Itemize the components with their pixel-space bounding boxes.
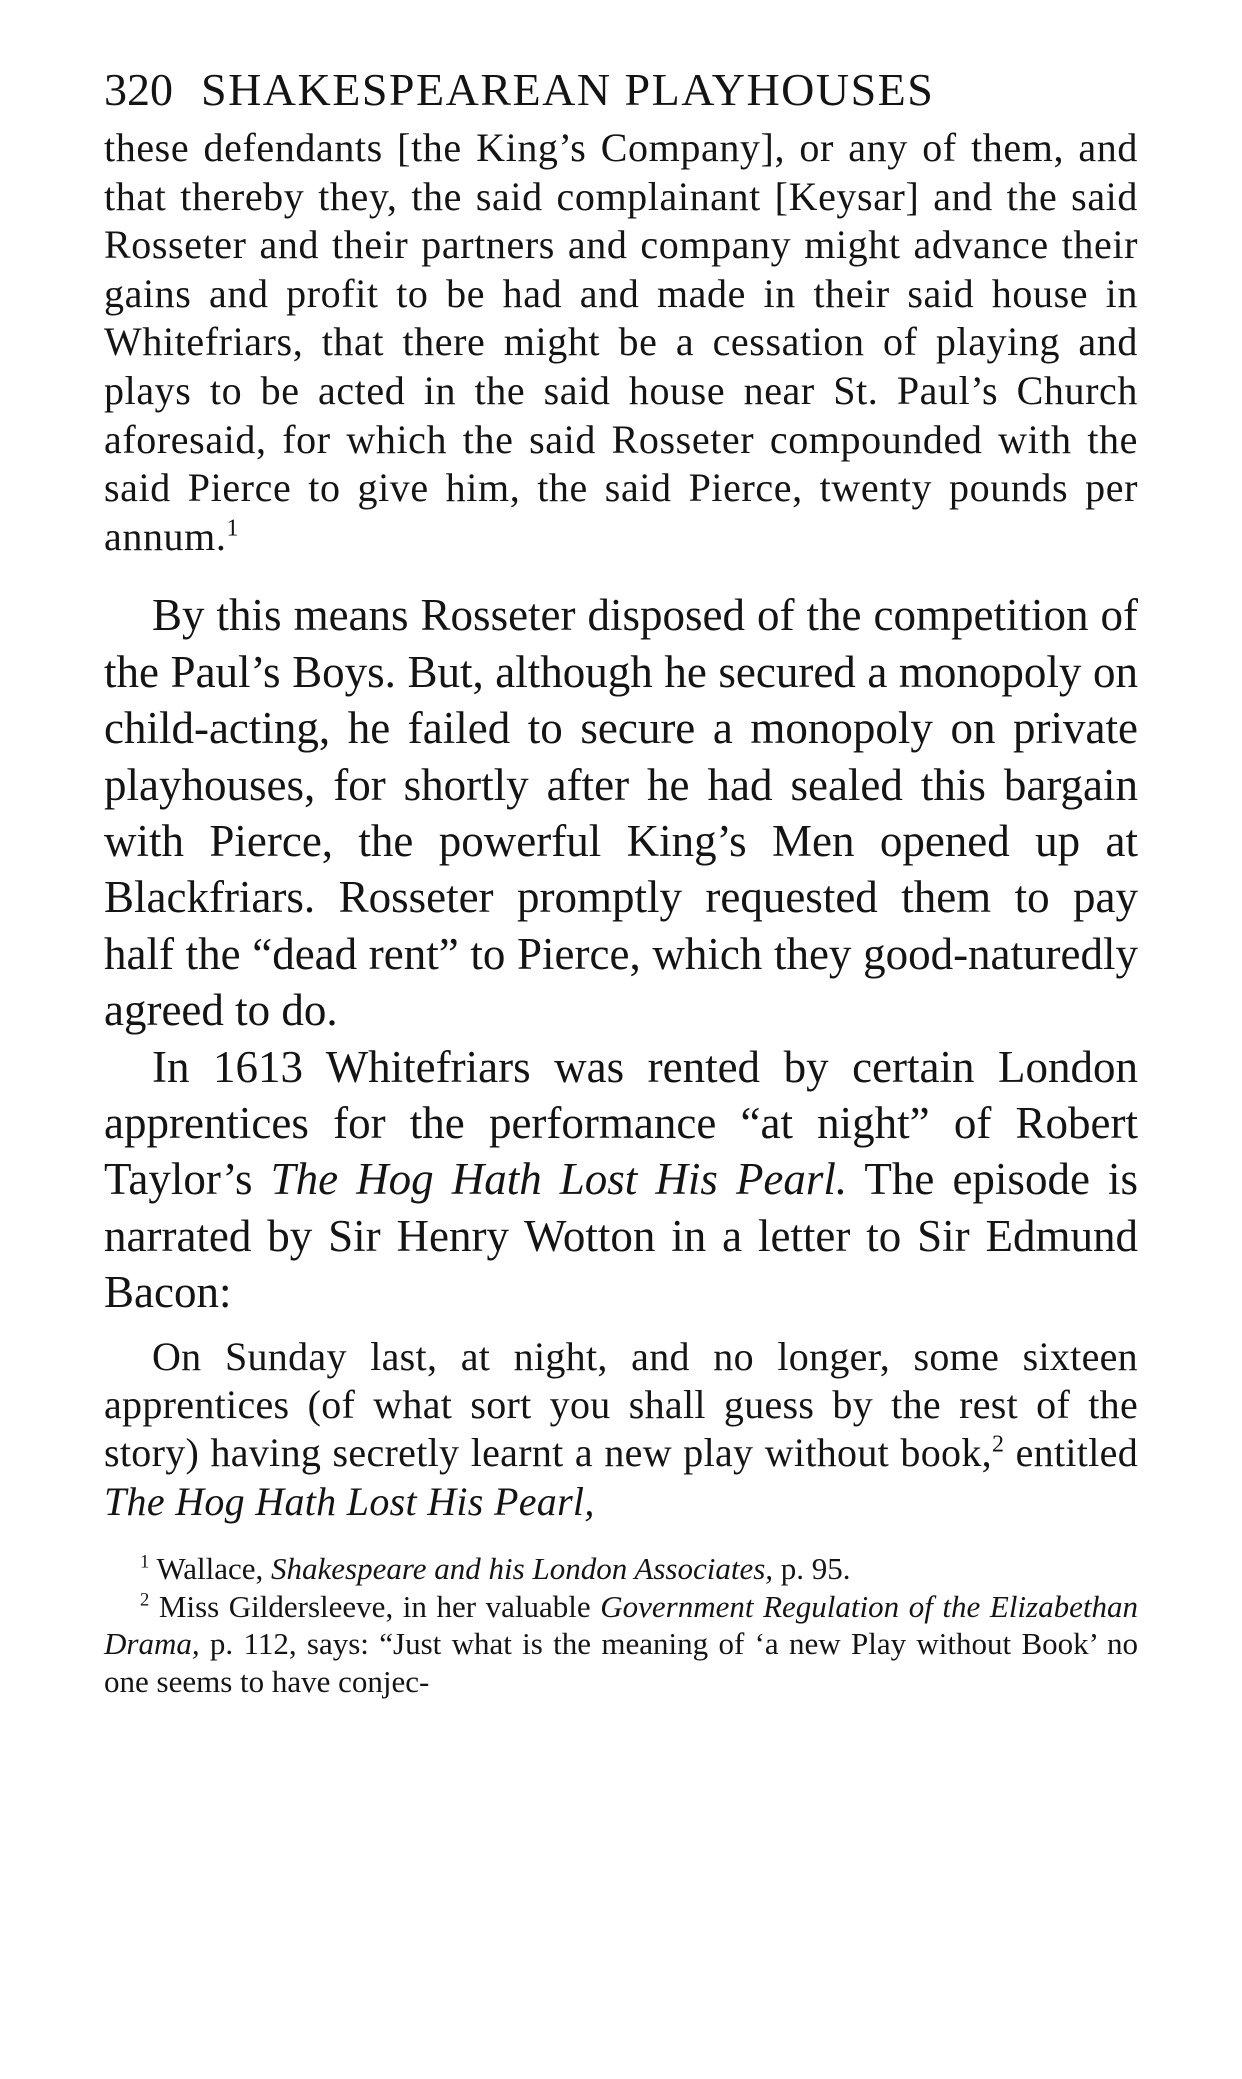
block-quote-1-text: these defendants [the King’s Company], or any of them, and that thereby they, the said complainant [Keysar] and the said Rosseter and their partners and company might advance their gains and profit to be had and made in their said house in Whitefriars, that there might be a cessation of playing and plays to be acted in the said house near St. Paul’s Church aforesaid, for which the said Rosseter compounded with the said Pierce to give him, the said Pierce, twenty pounds per annum. (104, 125, 1138, 559)
footnote-2-book-title: Government Regulation of the Elizabethan Drama, (104, 1588, 1138, 1662)
block-quote-1 (104, 124, 1138, 561)
footnote-2 (104, 1588, 1138, 1701)
page-number: 320 (104, 64, 173, 115)
footnotes (104, 1550, 1138, 1700)
footnote-ref-1: 1 (226, 515, 240, 542)
running-head (104, 60, 1138, 120)
footnote-1-marker: 1 (140, 1551, 150, 1573)
footnote-2-text-before: Miss Gildersleeve, in her valuable (149, 1588, 601, 1624)
running-title: SHAKESPEAREAN PLAYHOUSES (201, 64, 935, 115)
footnote-1-text-before: Wallace, (149, 1551, 272, 1587)
block-quote-2-play-title: The Hog Hath Lost His Pearl, (104, 1478, 595, 1524)
paragraph-2-text-after: The episode is narrated by Sir Henry Wotton in a letter to Sir Edmund Bacon: (104, 1154, 1138, 1318)
footnote-1-book-title: Shakespeare and his London Associates, (271, 1551, 774, 1587)
footnote-2-text-after: p. 112, says: “Just what is the meaning of ‘a new Play without Book’ no one seems to have conjec- (104, 1626, 1138, 1700)
footnote-1 (104, 1550, 1138, 1588)
footnote-ref-2: 2 (991, 1432, 1005, 1459)
paragraph-2-text-before: In 1613 Whitefriars was rented by certain London apprentices for the performance “at night” of Robert Taylor’s (104, 1041, 1138, 1205)
block-quote-2-text-mid: entitled (1004, 1430, 1138, 1476)
play-title-hog-hath-lost-his-pearl: The Hog Hath Lost His Pearl. (270, 1154, 848, 1205)
footnote-1-text-after: p. 95. (773, 1551, 851, 1587)
block-quote-2 (104, 1333, 1138, 1527)
paragraph-1: By this means Rosseter disposed of the competition of the Paul’s Boys. But, although he secured a monopoly on child-acting, he failed to secure a monopoly on private playhouses, for shortly after he had sealed this bargain with Pierce, the powerful King’s Men opened up at Blackfriars. Rosseter promptly requested them to pay half the “dead rent” to Pierce, which they good-naturedly agreed to do. (104, 590, 1138, 1036)
book-page (104, 60, 1138, 1701)
paragraph-2 (104, 1039, 1138, 1321)
footnote-2-marker: 2 (140, 1589, 150, 1611)
block-quote-2-text-before: On Sunday last, at night, and no longer, some sixteen apprentices (of what sort you shall guess by the rest of the story) having secretly learnt a new play without book, (104, 1333, 1138, 1476)
